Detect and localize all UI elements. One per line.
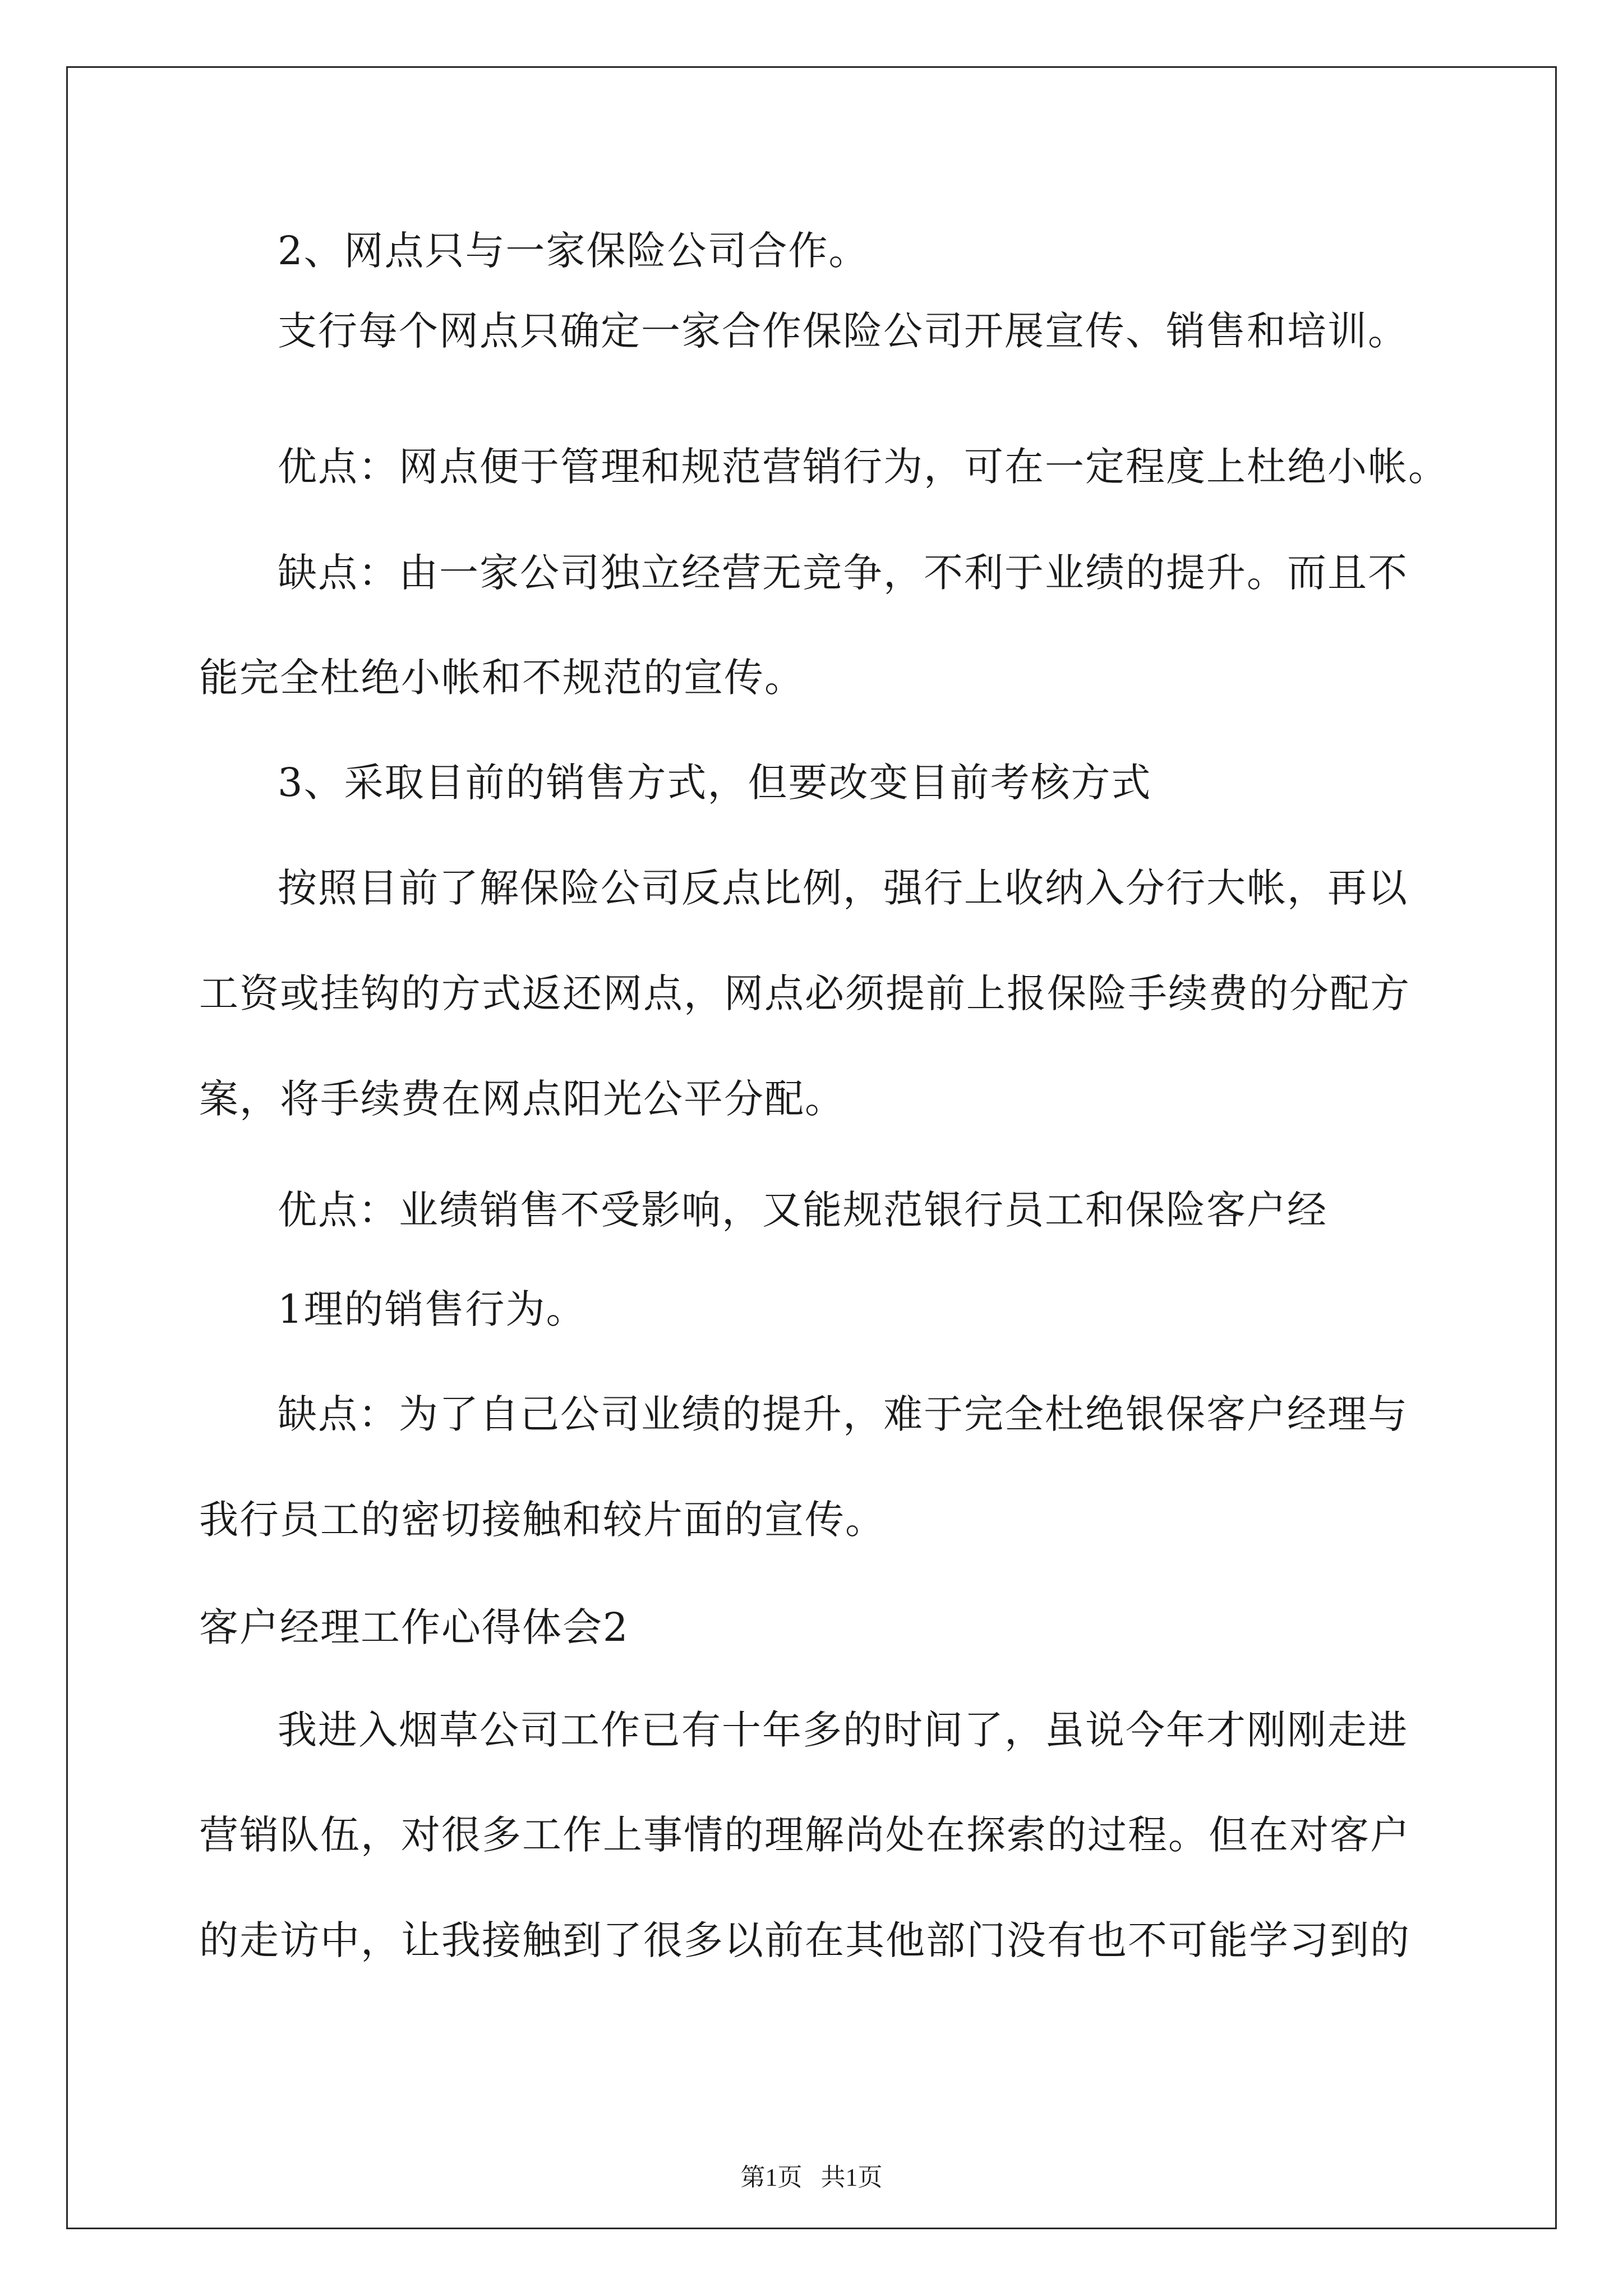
text-line: 2、网点只与一家保险公司合作。 — [278, 228, 869, 274]
text-line: 缺点：由一家公司独立经营无竞争，不利于业绩的提升。而且不 — [278, 550, 1408, 596]
text-line: 支行每个网点只确定一家合作保险公司开展宣传、销售和培训。 — [278, 308, 1408, 354]
text-line: 缺点：为了自己公司业绩的提升，难于完全杜绝银保客户经理与 — [278, 1391, 1408, 1437]
text-line: 工资或挂钩的方式返还网点，网点必须提前上报保险手续费的分配方 — [199, 970, 1410, 1016]
text-line: 3、采取目前的销售方式，但要改变目前考核方式 — [278, 760, 1152, 806]
section-heading: 客户经理工作心得体会2 — [199, 1604, 629, 1650]
text-line: 1理的销售行为。 — [278, 1286, 587, 1332]
text-line: 我进入烟草公司工作已有十年多的时间了，虽说今年才刚刚走进 — [278, 1707, 1408, 1753]
text-line: 的走访中，让我接触到了很多以前在其他部门没有也不可能学习到的 — [199, 1917, 1410, 1963]
text-line: 营销队伍，对很多工作上事情的理解尚处在探索的过程。但在对客户 — [199, 1812, 1410, 1858]
text-line: 案，将手续费在网点阳光公平分配。 — [199, 1076, 845, 1122]
page-number: 第1页 共1页 — [740, 2164, 883, 2191]
text-line: 优点：业绩销售不受影响，又能规范银行员工和保险客户经 — [278, 1187, 1327, 1233]
page-border — [66, 66, 1557, 2229]
text-line: 优点：网点便于管理和规范营销行为，可在一定程度上杜绝小帐。 — [278, 444, 1449, 490]
text-line: 按照目前了解保险公司反点比例，强行上收纳入分行大帐，再以 — [278, 865, 1408, 911]
text-line: 能完全杜绝小帐和不规范的宣传。 — [199, 655, 805, 701]
text-line: 我行员工的密切接触和较片面的宣传。 — [199, 1497, 886, 1543]
